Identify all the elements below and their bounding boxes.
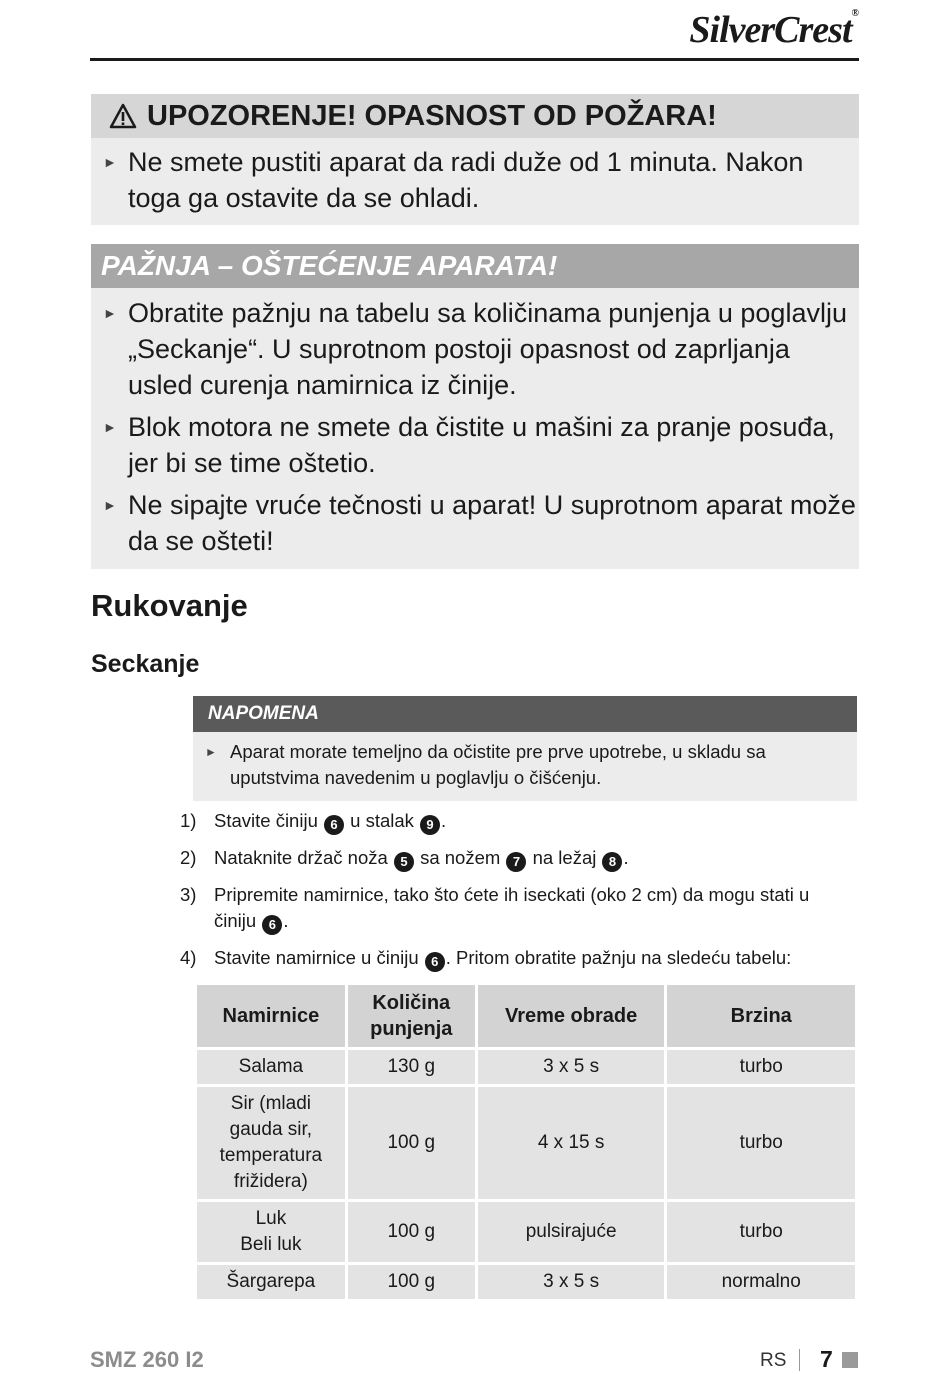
header-rule [90, 58, 859, 61]
table-cell: turbo [666, 1201, 857, 1264]
text: . [441, 810, 447, 831]
warning-triangle-icon [109, 103, 137, 129]
column-header: Vreme obrade [476, 984, 666, 1049]
step-item [180, 945, 830, 972]
steps-list [180, 808, 830, 982]
text: SilverCrest [689, 9, 852, 51]
text: Nataknite držač noža [214, 847, 393, 868]
bullet-arrow-icon: ► [103, 419, 117, 435]
bullet-item [91, 295, 859, 403]
text: Ne sipajte vruće tečnosti u aparat! U suprotnom aparat može da se ošteti! [128, 490, 856, 556]
bullet-item [91, 487, 859, 559]
language-code: RS [760, 1350, 787, 1371]
step-item [180, 808, 830, 835]
text: Blok motora ne smete da čistite u mašini za pranje posuđa, jer bi se time oštetio. [128, 412, 835, 478]
text: 1) [180, 810, 197, 831]
note-text [193, 732, 857, 801]
damage-caution-box [91, 244, 859, 569]
text: Aparat morate temeljno da očistite pre prve upotrebe, u skladu sa uputstvima navedenim u poglavlju o čišćenju. [230, 741, 766, 788]
text: Pripremite namirnice, tako što ćete ih iseckati (oko 2 cm) da mogu stati u činiju [214, 884, 810, 931]
table-cell: normalno [666, 1264, 857, 1301]
table-row [196, 1201, 857, 1264]
text: sa nožem [414, 847, 506, 868]
table-cell: 130 g [346, 1049, 476, 1086]
bullet-arrow-icon: ► [205, 745, 217, 759]
fire-warning-title [91, 94, 859, 138]
text: Sir (mladi gauda sir, temperatura frižidera) [219, 1093, 323, 1192]
table-cell: 4 x 15 s [476, 1086, 666, 1201]
part-number-badge: 6 [262, 915, 282, 935]
column-header: Namirnice [196, 984, 347, 1049]
table-row [196, 1264, 857, 1301]
text: 3) [180, 884, 197, 905]
bullet-arrow-icon: ► [103, 305, 117, 321]
brand-logo [689, 8, 858, 52]
table-cell: 100 g [346, 1201, 476, 1264]
text: Količina punjenja [370, 992, 453, 1040]
text: . [623, 847, 629, 868]
text: u stalak [345, 810, 420, 831]
bullet-item [91, 409, 859, 481]
part-number-badge: 8 [602, 852, 622, 872]
table-row [196, 1049, 857, 1086]
text: UPOZORENJE! OPASNOST OD POŽARA! [147, 100, 717, 132]
text: 4) [180, 947, 197, 968]
text: Stavite namirnice u činiju [214, 947, 424, 968]
note-box [193, 696, 857, 801]
table-cell: 100 g [346, 1086, 476, 1201]
footer-divider [799, 1349, 800, 1371]
table-cell: 3 x 5 s [476, 1049, 666, 1086]
note-title: NAPOMENA [193, 696, 857, 732]
table-cell: turbo [666, 1086, 857, 1201]
step-item [180, 845, 830, 872]
table-cell: 100 g [346, 1264, 476, 1301]
table-cell [196, 1086, 347, 1201]
table-header-row [196, 984, 857, 1049]
text: 2) [180, 847, 197, 868]
text: Luk Beli luk [240, 1208, 302, 1255]
model-number: SMZ 260 I2 [90, 1347, 204, 1372]
part-number-badge: 9 [420, 815, 440, 835]
text: Ne smete pustiti aparat da radi duže od 1 minuta. Nakon toga ga ostavite da se ohladi. [128, 147, 804, 213]
text: . Pritom obratite pažnju na sledeću tabelu: [445, 947, 792, 968]
column-header: Brzina [666, 984, 857, 1049]
table-cell: turbo [666, 1049, 857, 1086]
damage-caution-title: PAŽNJA – OŠTEĆENJE APARATA! [91, 244, 859, 288]
fill-quantity-table [194, 982, 858, 1302]
part-number-badge: 7 [506, 852, 526, 872]
part-number-badge: 5 [394, 852, 414, 872]
page-marker-square [842, 1352, 858, 1368]
table-cell: pulsirajuće [476, 1201, 666, 1264]
table-cell: Šargarepa [196, 1264, 347, 1301]
text: ® [851, 8, 858, 19]
text: . [283, 910, 289, 931]
bullet-item [91, 144, 859, 216]
column-header [346, 984, 476, 1049]
table-cell: Salama [196, 1049, 347, 1086]
fire-warning-box [91, 94, 859, 225]
text: Stavite činiju [214, 810, 323, 831]
table-row [196, 1086, 857, 1201]
table-cell [196, 1201, 347, 1264]
section-title: Rukovanje [91, 588, 248, 623]
text: Obratite pažnju na tabelu sa količinama punjenja u poglavlju „Seckanje“. U suprotnom postoji opasnost od zaprljanja usled curenja namirnica iz činije. [128, 298, 847, 400]
bullet-arrow-icon: ► [103, 497, 117, 513]
step-item [180, 882, 830, 935]
subsection-title: Seckanje [91, 650, 200, 678]
text: na ležaj [527, 847, 602, 868]
bullet-arrow-icon: ► [103, 154, 117, 170]
table-cell: 3 x 5 s [476, 1264, 666, 1301]
part-number-badge: 6 [425, 952, 445, 972]
page-number: 7 [820, 1346, 833, 1372]
part-number-badge: 6 [324, 815, 344, 835]
